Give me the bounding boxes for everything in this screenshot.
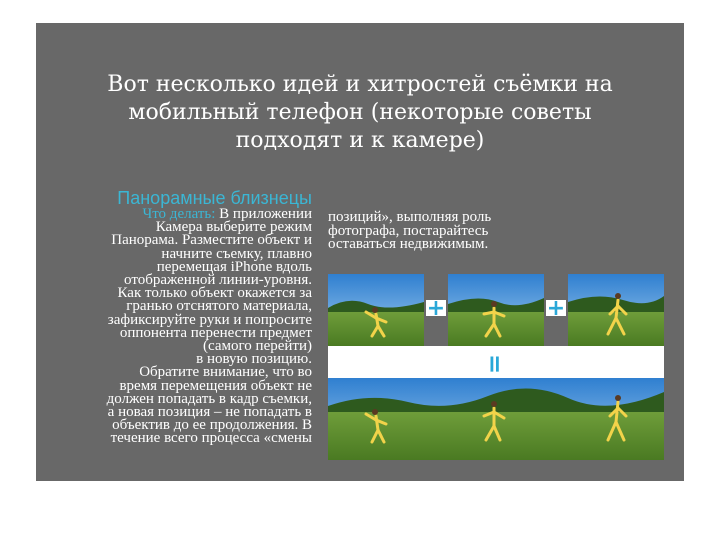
slide <box>36 23 684 481</box>
left-text-column <box>56 188 312 446</box>
plus-sign-2 <box>546 296 566 321</box>
text-line-14: должен попадать в кадр съемки, <box>106 390 312 407</box>
svg-text:+: + <box>426 296 446 321</box>
text-line-10: (самого перейти) <box>203 338 312 355</box>
svg-text:=: = <box>481 353 509 375</box>
text-line-11: в новую позицию. <box>196 351 312 368</box>
equals-sign <box>328 346 664 378</box>
title-line-1: Вот несколько идей и хитростей съёмки на <box>107 72 613 97</box>
photo-frame-1 <box>328 274 424 346</box>
text-line-8: зафиксируйте руки и попросите <box>107 311 312 328</box>
right-text-line-1: фотографа, постарайтесь <box>328 222 489 239</box>
text-line-5: отображенной линии-уровня. <box>124 272 312 289</box>
text-line-12: Обратите внимание, что во <box>139 364 312 381</box>
text-line-13: время перемещения объект не <box>119 377 312 394</box>
right-text-line-0: позиций», выполняя роль <box>328 209 492 225</box>
section-heading: Панорамные близнецы <box>117 188 312 208</box>
photo-frame-3 <box>568 274 664 346</box>
text-line-7: гранью отснятого материала, <box>126 298 312 315</box>
text-line-9: оппонента перенести предмет <box>119 324 312 341</box>
text-line-3: начните съемку, плавно <box>161 245 312 262</box>
panorama-illustration <box>328 274 664 460</box>
title-line-3: подходят и к камере) <box>235 128 485 153</box>
title-line-2: мобильный телефон (некоторые советы <box>128 100 592 125</box>
text-line-15: а новая позиция – не попадать в <box>107 404 312 421</box>
panorama-photo <box>328 378 664 460</box>
text-line-4: перемещая iPhone вдоль <box>156 258 312 275</box>
text-line-17: течение всего процесса «смены <box>110 430 312 447</box>
what-to-do-label: Что делать: <box>142 206 216 222</box>
photo-frame-2 <box>448 274 544 346</box>
right-text-line-2: оставаться недвижимым. <box>328 236 489 252</box>
slide-title <box>36 71 684 155</box>
svg-text:+: + <box>546 296 566 321</box>
text-line-16: объектив до ее продолжения. В <box>112 417 312 434</box>
text-line-0: В приложении <box>219 206 312 222</box>
right-text-column <box>328 211 628 252</box>
text-line-6: Как только объект окажется за <box>117 285 312 302</box>
text-line-1: Камера выберите режим <box>155 219 312 236</box>
text-line-2: Панорама. Разместите объект и <box>111 232 312 249</box>
plus-sign-1 <box>426 296 446 321</box>
